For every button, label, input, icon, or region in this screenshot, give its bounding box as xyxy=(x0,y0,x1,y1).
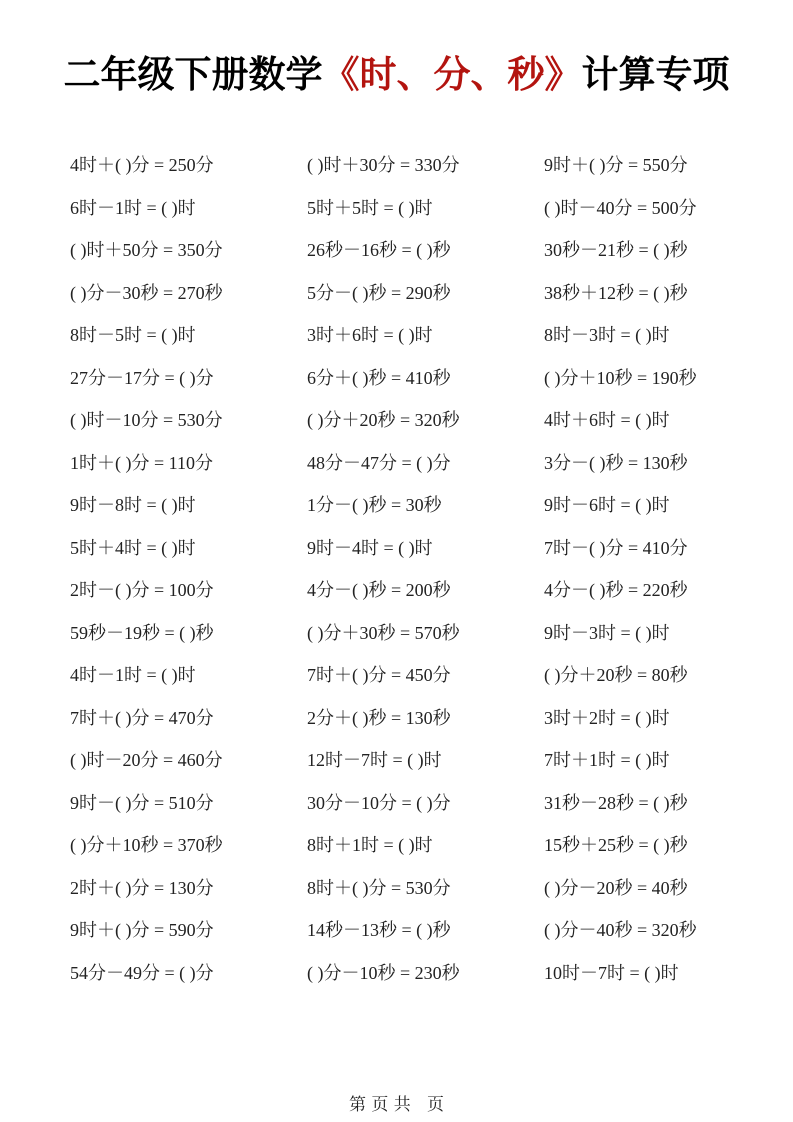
problem: 7时－( )分 = 410分 xyxy=(544,537,688,558)
problem-row xyxy=(70,873,770,903)
problem: 54分－49分 = ( )分 xyxy=(70,962,214,983)
problem: 9时－6时 = ( )时 xyxy=(544,495,670,515)
problem: 1时＋( )分 = 110分 xyxy=(70,452,213,473)
problem-row xyxy=(70,363,770,393)
problem: 48分－47分 = ( )分 xyxy=(307,452,451,473)
problem: 4分－( )秒 = 200秒 xyxy=(307,580,451,600)
title-prefix: 二年级下册数学 xyxy=(63,53,323,96)
problem: ( )分＋10秒 = 370秒 xyxy=(70,835,223,855)
problem-row xyxy=(70,533,770,563)
problem: 15秒＋25秒 = ( )秒 xyxy=(544,835,688,855)
title-highlight: 《时、分、秒》 xyxy=(322,53,582,96)
problem: ( )分＋20秒 = 320秒 xyxy=(307,410,460,430)
problem: 12时－7时 = ( )时 xyxy=(307,750,442,770)
problem: 5时＋5时 = ( )时 xyxy=(307,197,433,218)
problem: 7时＋( )分 = 450分 xyxy=(307,665,451,685)
problem: 9时－3时 = ( )时 xyxy=(544,622,670,643)
page-number-footer: 第 页 共 页 xyxy=(348,1095,445,1115)
problem-row xyxy=(70,745,770,775)
problem: 3时＋6时 = ( )时 xyxy=(307,325,433,345)
problem-row xyxy=(70,575,770,605)
problem: ( )分＋30秒 = 570秒 xyxy=(307,622,460,643)
problem: 59秒－19秒 = ( )秒 xyxy=(70,622,214,643)
problem: 4时－1时 = ( )时 xyxy=(70,665,196,685)
problem: ( )分＋10秒 = 190秒 xyxy=(544,367,697,388)
problem: 8时＋1时 = ( )时 xyxy=(307,835,433,855)
problem: 3分－( )秒 = 130秒 xyxy=(544,452,688,473)
problem-row xyxy=(70,958,770,988)
page-title xyxy=(0,44,793,98)
problem: 4时＋6时 = ( )时 xyxy=(544,410,670,430)
problem-row xyxy=(70,193,770,223)
problem: 9时＋( )分 = 590分 xyxy=(70,920,214,940)
problem: 30分－10分 = ( )分 xyxy=(307,792,451,813)
problem: 30秒－21秒 = ( )秒 xyxy=(544,240,688,260)
problem: 2分＋( )秒 = 130秒 xyxy=(307,707,451,728)
problem: 4分－( )秒 = 220秒 xyxy=(544,580,688,600)
problem: 7时＋1时 = ( )时 xyxy=(544,750,670,770)
problem: 26秒－16秒 = ( )秒 xyxy=(307,240,451,260)
problem: 38秒＋12秒 = ( )秒 xyxy=(544,282,688,303)
problem: ( )分－10秒 = 230秒 xyxy=(307,962,460,983)
problem-row xyxy=(70,788,770,818)
problem-row xyxy=(70,703,770,733)
problem: 7时＋( )分 = 470分 xyxy=(70,707,214,728)
problem: 8时＋( )分 = 530分 xyxy=(307,877,451,898)
problem: 31秒－28秒 = ( )秒 xyxy=(544,792,688,813)
problem: 27分－17分 = ( )分 xyxy=(70,367,214,388)
problem: ( )分－30秒 = 270秒 xyxy=(70,282,223,303)
problem: 1分－( )秒 = 30秒 xyxy=(307,495,442,515)
problem-row xyxy=(70,915,770,945)
problem-row xyxy=(70,405,770,435)
problem: 10时－7时 = ( )时 xyxy=(544,962,679,983)
problem: ( )时－20分 = 460分 xyxy=(70,750,223,770)
problem-row xyxy=(70,660,770,690)
problem: ( )分－20秒 = 40秒 xyxy=(544,877,688,898)
problem: 8时－3时 = ( )时 xyxy=(544,325,670,345)
problem: 4时＋( )分 = 250分 xyxy=(70,155,214,175)
problem-row xyxy=(70,320,770,350)
problem: 9时－4时 = ( )时 xyxy=(307,537,433,558)
problem: 6分＋( )秒 = 410秒 xyxy=(307,367,451,388)
problem: ( )时－10分 = 530分 xyxy=(70,410,223,430)
problem-row xyxy=(70,150,770,180)
problem: 2时－( )分 = 100分 xyxy=(70,580,214,600)
problem: 8时－5时 = ( )时 xyxy=(70,325,196,345)
problem-row xyxy=(70,448,770,478)
problem-row xyxy=(70,235,770,265)
problem: 5分－( )秒 = 290秒 xyxy=(307,282,451,303)
problem: 5时＋4时 = ( )时 xyxy=(70,537,196,558)
problem: ( )时＋50分 = 350分 xyxy=(70,240,223,260)
problem: 2时＋( )分 = 130分 xyxy=(70,877,214,898)
problem: 9时＋( )分 = 550分 xyxy=(544,155,688,175)
problem-row xyxy=(70,618,770,648)
problem: 3时＋2时 = ( )时 xyxy=(544,707,670,728)
problem: 9时－8时 = ( )时 xyxy=(70,495,196,515)
problem: 14秒－13秒 = ( )秒 xyxy=(307,920,451,940)
problem: ( )分－40秒 = 320秒 xyxy=(544,920,697,940)
problem-row xyxy=(70,278,770,308)
problem-row xyxy=(70,830,770,860)
problem: 6时－1时 = ( )时 xyxy=(70,197,196,218)
problem: ( )分＋20秒 = 80秒 xyxy=(544,665,688,685)
problem: ( )时－40分 = 500分 xyxy=(544,197,697,218)
title-suffix: 计算专项 xyxy=(581,53,730,96)
problem-row xyxy=(70,490,770,520)
problem: ( )时＋30分 = 330分 xyxy=(307,155,460,175)
problem: 9时－( )分 = 510分 xyxy=(70,792,214,813)
